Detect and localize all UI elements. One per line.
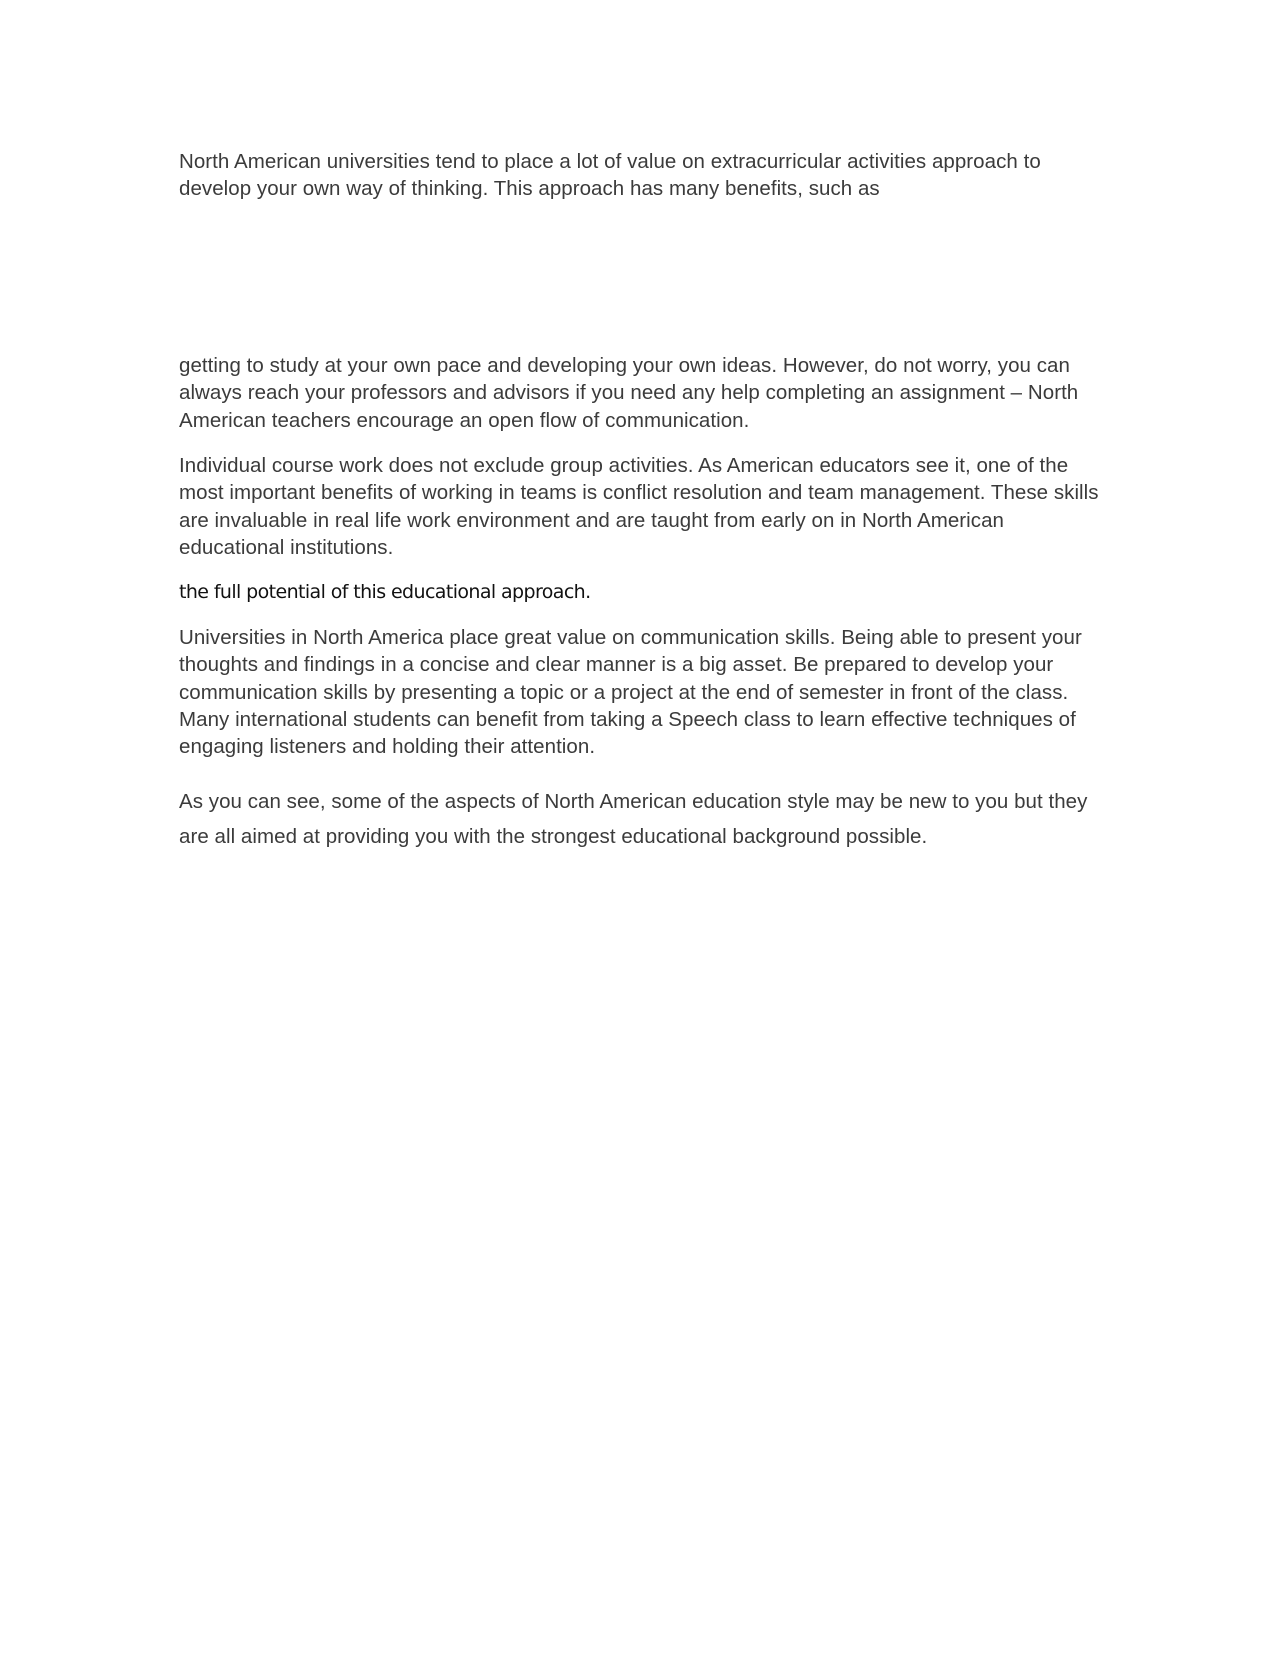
paragraph-extracurricular: North American universities tend to place a lot of value on extracurricular activities approach to develop your own way of thinking. This approach has many benefits, such as (179, 150, 1041, 201)
paragraph-group-activities: Individual course work does not exclude group activities. As American educators see it, one of the most important benefits of working in teams is conflict resolution and team management. These skills are invaluable in real life work environment and are taught from early on in North American educational institutions. (179, 454, 1099, 559)
paragraph-own-pace: getting to study at your own pace and developing your own ideas. However, do not worry, you can always reach your professors and advisors if you need any help completing an assignment – North American teachers encourage an open flow of communication. (179, 354, 1079, 432)
paragraph-full-potential: the full potential of this educational approach. (179, 581, 591, 603)
paragraph-communication-skills: Universities in North America place great value on communication skills. Being able to present your thoughts and findings in a concise and clear manner is a big asset. Be prepared to develop your communication skills by presenting a topic or a project at the end of semester in front of the class. Many international students can benefit from taking a Speech class to learn effective techniques of engaging listeners and holding their attention. (179, 626, 1082, 759)
paragraph-conclusion: As you can see, some of the aspects of North American education style may be new to you but they are all aimed at providing you with the strongest educational background possible. (179, 790, 1088, 848)
